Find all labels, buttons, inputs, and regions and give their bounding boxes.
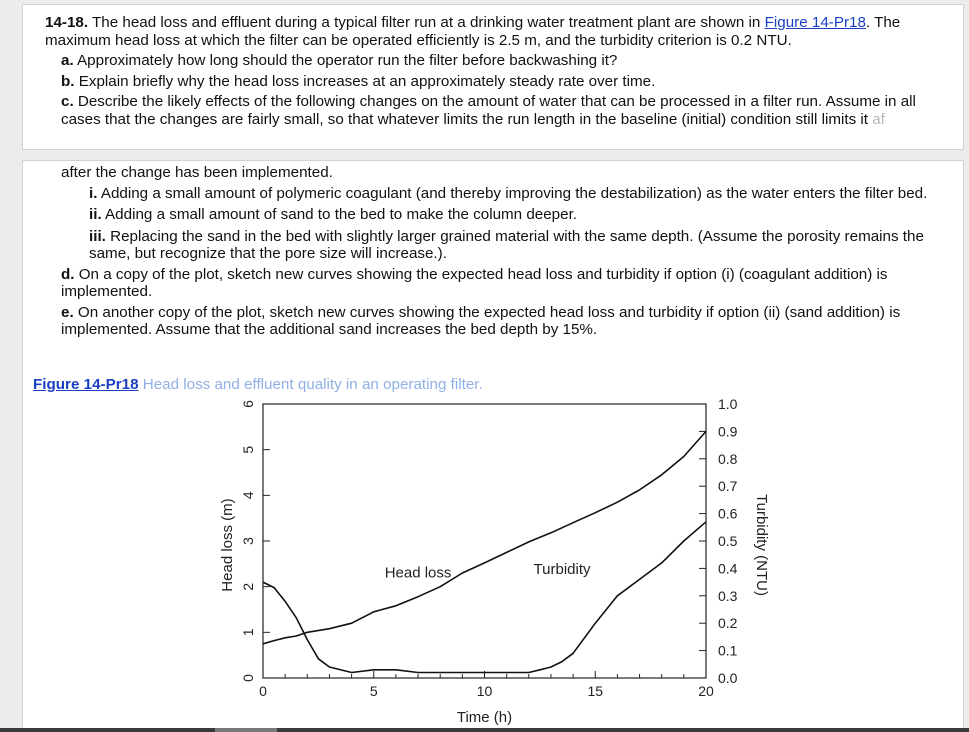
series-annotation-label: Head loss — [384, 564, 452, 582]
x-axis-label: Time (h) — [456, 709, 513, 726]
y-right-tick-label: 0.9 — [718, 423, 738, 440]
y-right-tick-label: 0.7 — [718, 478, 738, 495]
y-left-tick-label: 0 — [240, 674, 256, 682]
x-tick-label: 15 — [587, 683, 604, 699]
y-right-tick-label: 0.8 — [718, 450, 738, 467]
figure-caption-text: Head loss and effluent quality in an operating filter. — [138, 376, 483, 393]
problem-intro: 14-18. The head loss and effluent during a typical filter run at a drinking water treatment plant are shown in Figure 14-Pr18. The maximum head loss at which the filter can be operated efficiently is 2.5 m, and the turbidity criterion is 0.2 NTU. — [45, 14, 901, 49]
y-left-tick-label: 1 — [240, 628, 256, 637]
y-right-tick-label: 0.2 — [718, 615, 738, 632]
part-e: e. On another copy of the plot, sketch new curves showing the expected head loss and turbidity if option (ii) (sand addition) is implemented. Assume that the additional sand increases the bed depth by 15%. — [61, 303, 901, 338]
y-right-tick-label: 0.4 — [718, 560, 738, 577]
series-annotation-label: Turbidity — [533, 560, 591, 578]
y-right-axis-label: Turbidity (NTU) — [753, 494, 770, 596]
x-tick-label: 5 — [369, 683, 378, 699]
part-c-continued: after the change has been implemented. — [61, 164, 333, 181]
headloss-series-line — [263, 431, 706, 643]
y-right-tick-label: 0.6 — [718, 505, 738, 522]
x-tick-label: 10 — [476, 683, 493, 699]
option-iii: iii. Replacing the sand in the bed with slightly larger grained material with the same depth. (Assume the porosity remains the same, but recognize that the pore size will increase.). — [89, 227, 924, 262]
y-left-tick-label: 5 — [240, 445, 256, 454]
option-i: i. Adding a small amount of polymeric coagulant (and thereby improving the destabilization) as the water enters the filter bed. — [89, 184, 928, 202]
y-right-tick-label: 0.0 — [718, 670, 738, 686]
part-a: a. Approximately how long should the operator run the filter before backwashing it? — [61, 52, 618, 69]
part-c: c. Describe the likely effects of the following changes on the amount of water that can be processed in a filter run. Assume in all cases that the changes are fairly small, so that whatever limits the run length in the baseline (initial) condition still limits it af — [61, 93, 916, 128]
y-left-tick-label: 2 — [240, 582, 256, 591]
y-left-tick-label: 3 — [240, 537, 256, 545]
figure-link[interactable]: Figure 14-Pr18 — [764, 14, 866, 31]
x-tick-label: 20 — [698, 683, 714, 699]
y-right-tick-label: 0.5 — [718, 533, 738, 549]
faded-overflow-text: af — [868, 110, 885, 128]
y-right-tick-label: 0.3 — [718, 587, 738, 604]
problem-number: 14-18. — [45, 14, 89, 31]
turbidity-series-line — [263, 522, 706, 673]
y-left-axis-label: Head loss (m) — [219, 498, 236, 592]
bottom-scroll-bar — [0, 728, 969, 732]
option-ii: ii. Adding a small amount of sand to the bed to make the column deeper. — [89, 206, 578, 223]
plot-frame — [263, 404, 706, 678]
part-b: b. Explain briefly why the head loss increases at an approximately steady rate over time. — [61, 72, 656, 90]
y-left-tick-label: 6 — [240, 400, 256, 408]
part-d: d. On a copy of the plot, sketch new curves showing the expected head loss and turbidity if option (i) (coagulant addition) is implemented. — [61, 265, 888, 300]
y-left-tick-label: 4 — [240, 491, 256, 500]
y-right-tick-label: 1.0 — [718, 396, 738, 412]
y-right-tick-label: 0.1 — [718, 642, 738, 659]
x-tick-label: 0 — [259, 683, 267, 699]
figure-caption-label[interactable]: Figure 14-Pr18 — [33, 376, 139, 393]
